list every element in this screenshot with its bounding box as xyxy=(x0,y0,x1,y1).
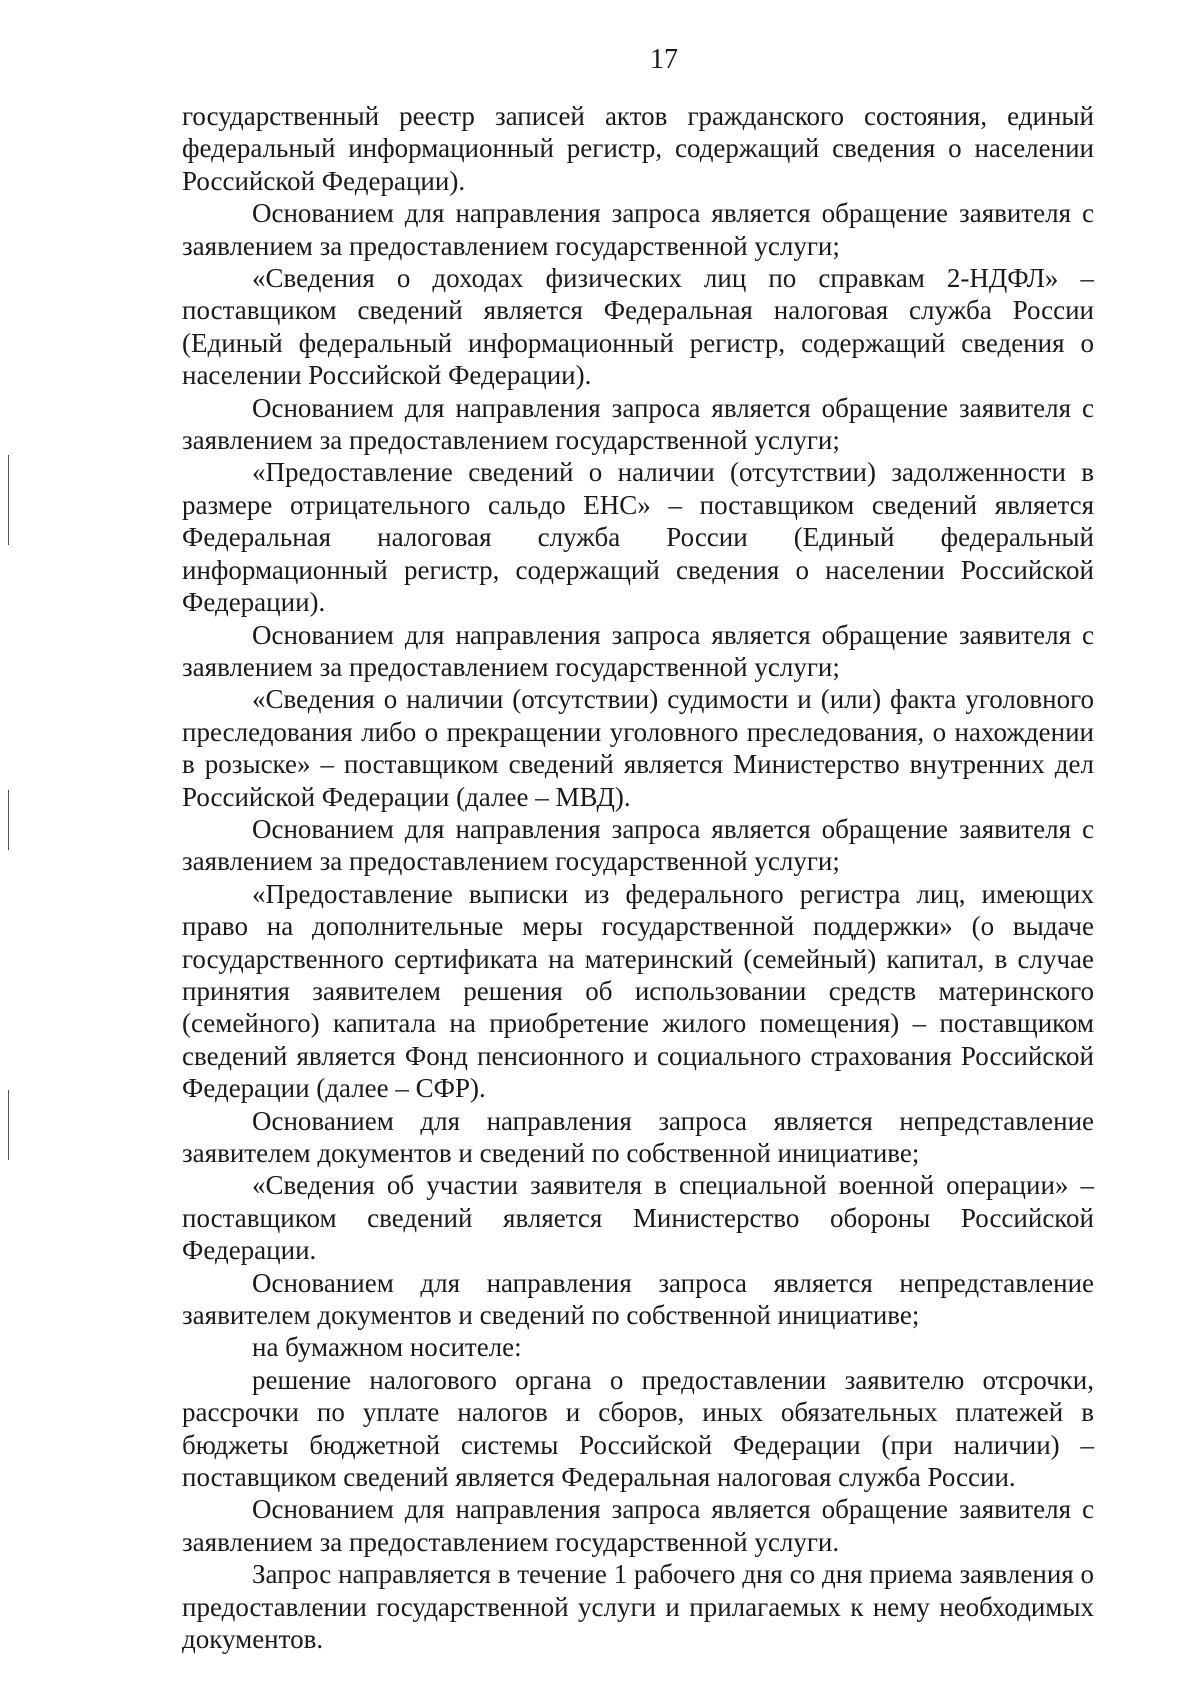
paragraph: Основанием для направления запроса является обращение заявителя с заявлением за предоставлением государственной услуги; xyxy=(182,813,1094,877)
paragraph: Основанием для направления запроса является обращение заявителя с заявлением за предоставлением государственной услуги; xyxy=(182,619,1094,682)
paragraph: Основанием для направления запроса является непредставление заявителем документов и сведений по собственной инициативе; xyxy=(182,1267,1094,1331)
paragraph: на бумажном носителе: xyxy=(252,1332,522,1363)
paragraph: «Предоставление выписки из федерального регистра лиц, имеющих право на дополнительные меры государственной поддержки» (о выдаче государственного сертификата на материнский (семейный) капитал, в случае принятия заявителем решения об использовании средств материнского (семейного) капитала на приобретение жилого помещения) – поставщиком сведений является Фонд пенсионного и социального страхования Российской Федерации (далее – СФР). xyxy=(182,878,1094,1104)
paragraph: Основанием для направления запроса является обращение заявителя с заявлением за предоставлением государственной услуги; xyxy=(182,392,1094,456)
document-body xyxy=(182,100,1094,1656)
paragraph: решение налогового органа о предоставлении заявителю отсрочки, рассрочки по уплате налогов и сборов, иных обязательных платежей в бюджеты бюджетной системы Российской Федерации (при наличии) – поставщиком сведений является Федеральная налоговая служба России. xyxy=(182,1364,1094,1493)
paragraph: Запрос направляется в течение 1 рабочего дня со дня приема заявления о предоставлении государственной услуги и прилагаемых к нему необходимых документов. xyxy=(182,1559,1094,1655)
paragraph: Основанием для направления запроса является непредставление заявителем документов и сведений по собственной инициативе; xyxy=(182,1105,1094,1168)
paragraph: «Сведения о доходах физических лиц по справкам 2-НДФЛ» – поставщиком сведений является Федеральная налоговая служба России (Единый федеральный информационный регистр, содержащий сведения о населении Российской Федерации). xyxy=(182,263,1094,391)
scan-edge-mark xyxy=(8,455,9,545)
paragraph: «Сведения о наличии (отсутствии) судимости и (или) факта уголовного преследования либо о прекращении уголовного преследования, о нахождении в розыске» – поставщиком сведений является Министерство внутренних дел Российской Федерации (далее – МВД). xyxy=(182,684,1094,812)
paragraph: Основанием для направления запроса является обращение заявителя с заявлением за предоставлением государственной услуги. xyxy=(182,1494,1094,1557)
scan-edge-mark xyxy=(8,1090,9,1160)
page-number: 17 xyxy=(650,44,678,75)
paragraph: «Предоставление сведений о наличии (отсутствии) задолженности в размере отрицательного сальдо ЕНС» – поставщиком сведений является Федеральная налоговая служба России (Единый федеральный информационный регистр, содержащий сведения о населении Российской Федерации). xyxy=(182,457,1094,618)
scan-edge-mark xyxy=(8,790,9,850)
paragraph: Основанием для направления запроса является обращение заявителя с заявлением за предоставлением государственной услуги; xyxy=(182,198,1094,261)
paragraph: «Сведения об участии заявителя в специальной военной операции» – поставщиком сведений является Министерство обороны Российской Федерации. xyxy=(182,1170,1094,1266)
paragraph: государственный реестр записей актов гражданского состояния, единый федеральный информационный регистр, содержащий сведения о населении Российской Федерации). xyxy=(182,101,1094,196)
